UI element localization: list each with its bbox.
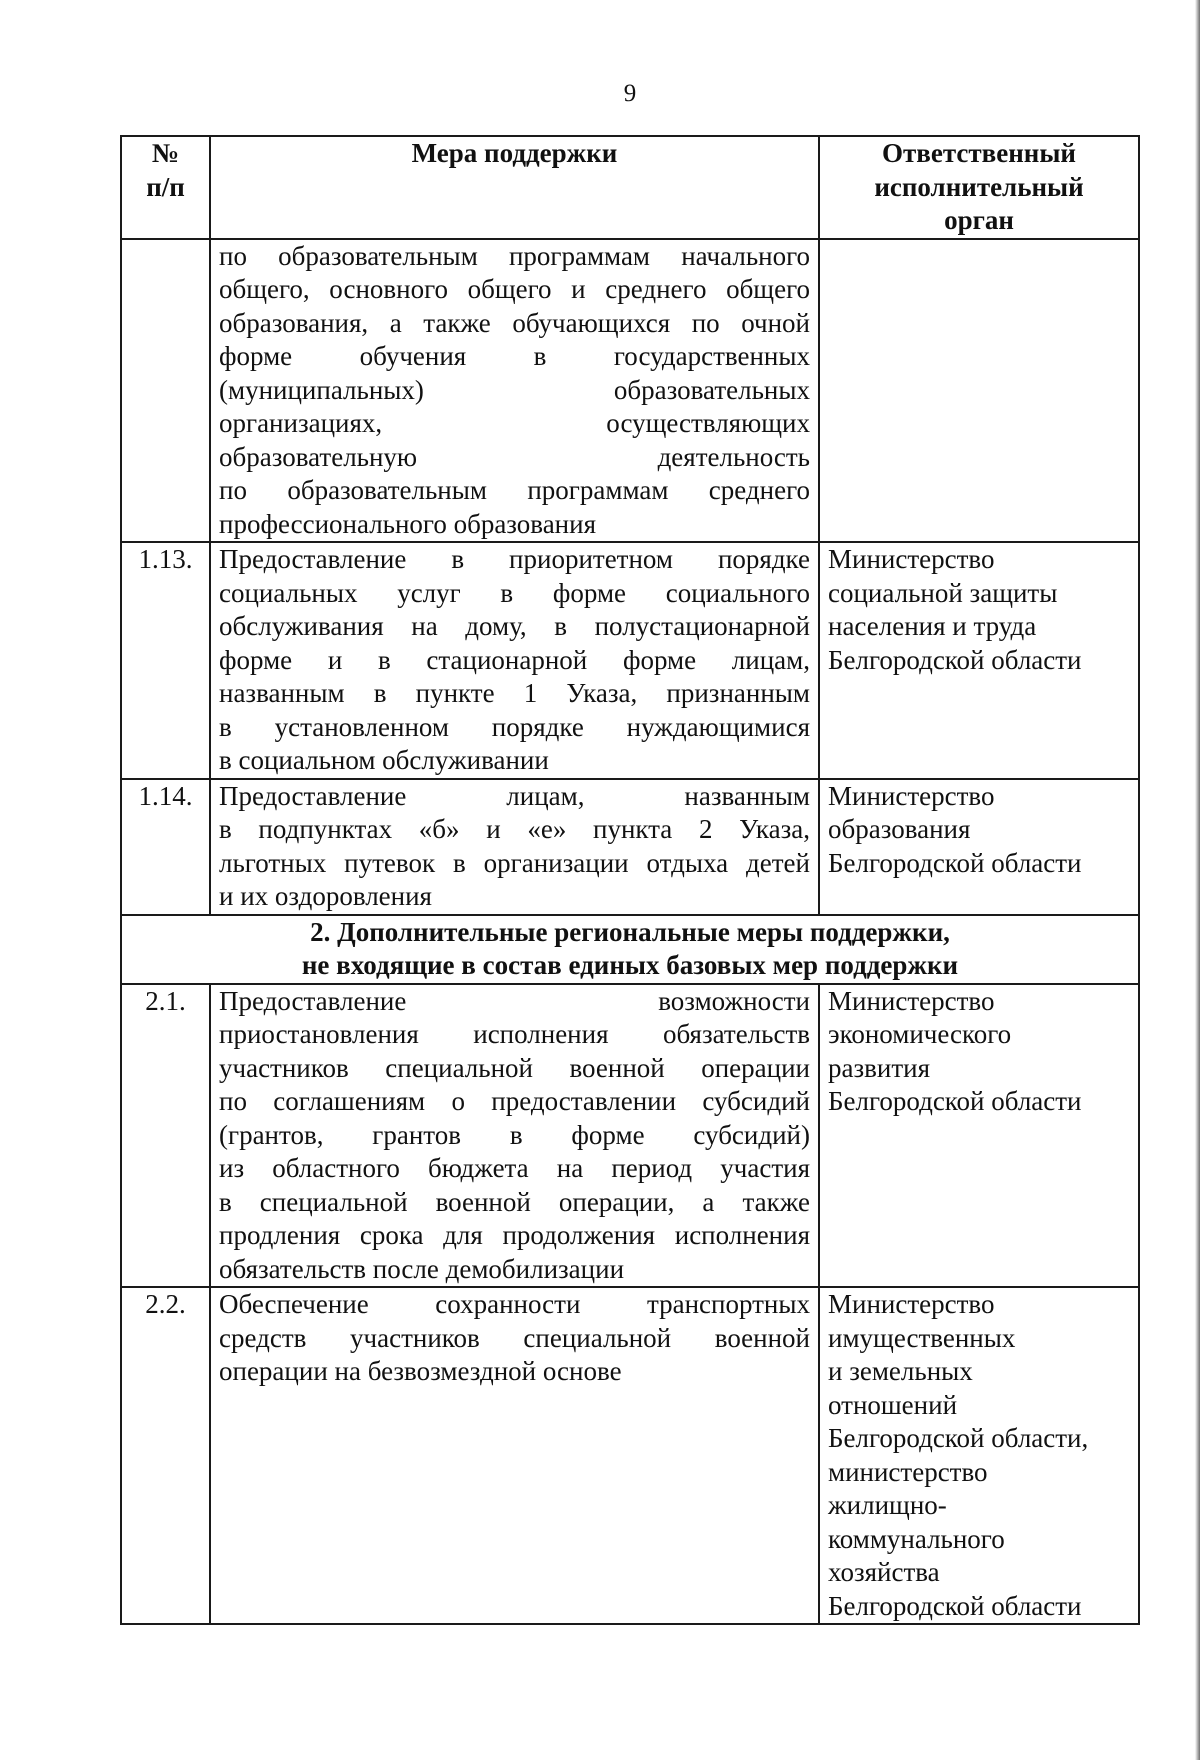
- measure-line: в социальном обслуживании: [219, 745, 549, 775]
- header-responsible-body: [819, 136, 1139, 239]
- measure-line: организациях, осуществляющих: [219, 408, 810, 438]
- measure-cell: [210, 779, 819, 915]
- measure-line: и их оздоровления: [219, 881, 432, 911]
- measure-line: операции на безвозмездной основе: [219, 1356, 622, 1386]
- header-number-line: п/п: [146, 171, 185, 202]
- measure-line: образовательную деятельность: [219, 441, 810, 472]
- measure-line: Обеспечение сохранности транспортных: [219, 1289, 810, 1319]
- measure-line: обязательств после демобилизации: [219, 1253, 625, 1284]
- table-header-row: [121, 136, 1139, 239]
- section-heading-row: [121, 915, 1139, 984]
- row-number: 1.13.: [121, 542, 210, 779]
- section-2-heading: [121, 915, 1139, 984]
- section-1-rows: [121, 239, 1139, 915]
- measure-cell: [210, 1287, 819, 1624]
- responsible-body-line: Белгородской области: [828, 1590, 1082, 1621]
- table-row: [121, 239, 1139, 543]
- measure-line: по образовательным программам начального: [219, 240, 810, 271]
- responsible-body-line: и земельных: [828, 1356, 973, 1386]
- responsible-body-line: социальной защиты: [828, 577, 1058, 608]
- header-org-line: орган: [944, 205, 1014, 235]
- responsible-body-cell: [819, 239, 1139, 543]
- measure-line: (муниципальных) образовательных: [219, 374, 810, 405]
- table-row: [121, 1287, 1139, 1624]
- measure-cell: [210, 239, 819, 543]
- measure-line: форме и в стационарной форме лицам,: [219, 644, 810, 675]
- measure-line: в специальной военной операции, а также: [219, 1186, 810, 1217]
- section-2-rows: [121, 984, 1139, 1625]
- responsible-body-line: развития: [828, 1052, 931, 1083]
- responsible-body-line: министерство: [828, 1456, 988, 1487]
- table-row: [121, 542, 1139, 779]
- measure-line: образования, а также обучающихся по очной: [219, 307, 810, 338]
- responsible-body-line: хозяйства: [828, 1557, 940, 1587]
- support-measures-table: [120, 135, 1140, 1625]
- measure-line: по образовательным программам среднего: [219, 475, 810, 505]
- measure-line: из областного бюджета на период участия: [219, 1153, 810, 1183]
- section-heading-line: 2. Дополнительные региональные меры поддержки,: [310, 916, 950, 947]
- header-measure-label: Мера поддержки: [411, 138, 618, 168]
- responsible-body-cell: [819, 542, 1139, 779]
- responsible-body-line: Министерство: [828, 780, 995, 811]
- header-org-line: исполнительный: [874, 171, 1084, 202]
- header-number: [121, 136, 210, 239]
- measure-line: профессионального образования: [219, 508, 596, 539]
- measure-line: средств участников специальной военной: [219, 1322, 810, 1353]
- responsible-body-cell: [819, 779, 1139, 915]
- row-number: 2.2.: [121, 1287, 210, 1624]
- measure-line: Предоставление возможности: [219, 985, 810, 1016]
- measure-line: льготных путевок в организации отдыха детей: [219, 847, 810, 878]
- measure-line: обслуживания на дому, в полустационарной: [219, 611, 810, 641]
- table-row: [121, 984, 1139, 1288]
- measure-line: Предоставление в приоритетном порядке: [219, 544, 810, 574]
- responsible-body-line: имущественных: [828, 1322, 1016, 1353]
- section-heading: [121, 915, 1139, 984]
- responsible-body-line: населения и труда: [828, 611, 1037, 641]
- measure-line: в установленном порядке нуждающимися: [219, 711, 810, 742]
- measure-line: (грантов, грантов в форме субсидий): [219, 1119, 810, 1150]
- responsible-body-line: коммунального: [828, 1523, 1005, 1554]
- row-number: [121, 239, 210, 543]
- row-number: 2.1.: [121, 984, 210, 1288]
- measure-line: продления срока для продолжения исполнения: [219, 1220, 810, 1250]
- scan-edge: [1195, 0, 1200, 1760]
- section-heading-line: не входящие в состав единых базовых мер поддержки: [301, 950, 959, 980]
- table-row: [121, 779, 1139, 915]
- header-number-line: №: [151, 138, 180, 168]
- responsible-body-cell: [819, 1287, 1139, 1624]
- responsible-body-line: экономического: [828, 1019, 1012, 1049]
- responsible-body-line: Министерство: [828, 544, 995, 574]
- measure-line: общего, основного общего и среднего общего: [219, 274, 810, 304]
- page-number: 9: [623, 80, 637, 107]
- responsible-body-line: образования: [828, 814, 971, 844]
- measure-line: по соглашениям о предоставлении субсидий: [219, 1086, 810, 1116]
- responsible-body-line: отношений: [828, 1389, 958, 1420]
- responsible-body-cell: [819, 984, 1139, 1288]
- measure-line: названным в пункте 1 Указа, признанным: [219, 678, 810, 708]
- measure-cell: [210, 542, 819, 779]
- measure-line: социальных услуг в форме социального: [219, 577, 810, 608]
- responsible-body-line: Министерство: [828, 985, 995, 1016]
- responsible-body-line: Белгородской области,: [828, 1423, 1089, 1453]
- responsible-body-line: Белгородской области: [828, 1086, 1082, 1116]
- measure-line: в подпунктах «б» и «е» пункта 2 Указа,: [219, 814, 810, 844]
- responsible-body-line: Белгородской области: [828, 644, 1082, 675]
- header-org-line: Ответственный: [882, 138, 1076, 168]
- row-number: 1.14.: [121, 779, 210, 915]
- responsible-body-line: Министерство: [828, 1289, 995, 1319]
- responsible-body-line: Белгородской области: [828, 847, 1082, 878]
- measure-cell: [210, 984, 819, 1288]
- measure-line: форме обучения в государственных: [219, 341, 810, 371]
- measure-line: участников специальной военной операции: [219, 1052, 810, 1083]
- responsible-body-line: жилищно-: [828, 1490, 947, 1520]
- header-measure: [210, 136, 819, 239]
- measure-line: Предоставление лицам, названным: [219, 780, 810, 811]
- measure-line: приостановления исполнения обязательств: [219, 1019, 810, 1049]
